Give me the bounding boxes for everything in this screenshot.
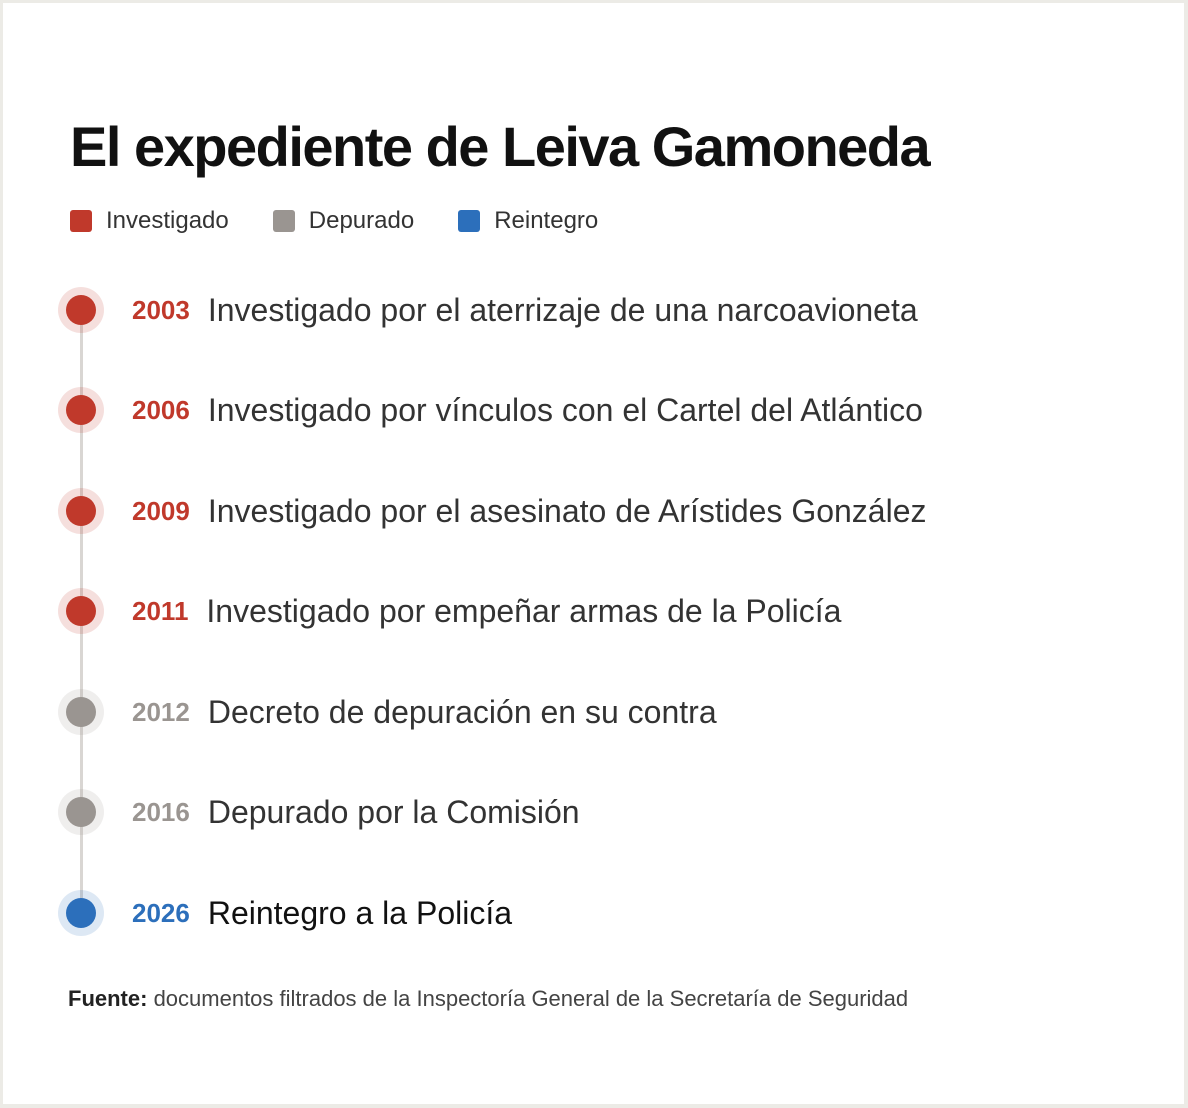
legend-label: Reintegro bbox=[494, 207, 599, 234]
event-marker-core bbox=[66, 496, 96, 526]
event-description: Investigado por vínculos con el Cartel del Atlántico bbox=[207, 391, 923, 428]
legend-label: Depurado bbox=[308, 207, 415, 234]
event-marker-dot bbox=[58, 387, 104, 433]
event-description: Depurado por la Comisión bbox=[207, 793, 580, 830]
event-marker-dot bbox=[58, 488, 104, 534]
legend-label: Investigado bbox=[106, 207, 229, 234]
timeline-event bbox=[58, 787, 580, 837]
event-marker-core bbox=[66, 797, 96, 827]
source-text: documentos filtrados de la Inspectoría General de la Secretaría de Seguridad bbox=[147, 986, 909, 1011]
timeline-event bbox=[58, 486, 927, 536]
event-description: Investigado por el asesinato de Arístides González bbox=[207, 492, 927, 529]
page-title: El expediente de Leiva Gamoneda bbox=[70, 115, 930, 178]
event-year: 2011 bbox=[132, 595, 189, 626]
event-description: Decreto de depuración en su contra bbox=[207, 693, 717, 730]
event-marker-dot bbox=[58, 789, 104, 835]
timeline-event bbox=[58, 586, 841, 636]
event-marker-core bbox=[66, 395, 96, 425]
event-marker-core bbox=[66, 898, 96, 928]
event-marker-core bbox=[66, 295, 96, 325]
timeline-event bbox=[58, 385, 923, 435]
event-description: Investigado por empeñar armas de la Policía bbox=[206, 592, 842, 629]
event-year: 2012 bbox=[132, 696, 190, 727]
event-year: 2003 bbox=[132, 294, 190, 325]
event-year: 2009 bbox=[132, 495, 190, 526]
event-year: 2026 bbox=[132, 897, 190, 928]
event-marker-dot bbox=[58, 689, 104, 735]
event-description: Reintegro a la Policía bbox=[207, 894, 513, 931]
timeline-event bbox=[58, 687, 717, 737]
timeline-event bbox=[58, 285, 918, 335]
timeline-event bbox=[58, 888, 512, 938]
event-marker-dot bbox=[58, 588, 104, 634]
event-marker-dot bbox=[58, 287, 104, 333]
source-label: Fuente: bbox=[68, 986, 148, 1011]
event-marker-dot bbox=[58, 890, 104, 936]
event-marker-core bbox=[66, 697, 96, 727]
source-note bbox=[68, 986, 908, 1012]
event-year: 2006 bbox=[132, 394, 190, 425]
event-marker-core bbox=[66, 596, 96, 626]
event-year: 2016 bbox=[132, 796, 190, 827]
event-description: Investigado por el aterrizaje de una narcoavioneta bbox=[207, 291, 918, 328]
